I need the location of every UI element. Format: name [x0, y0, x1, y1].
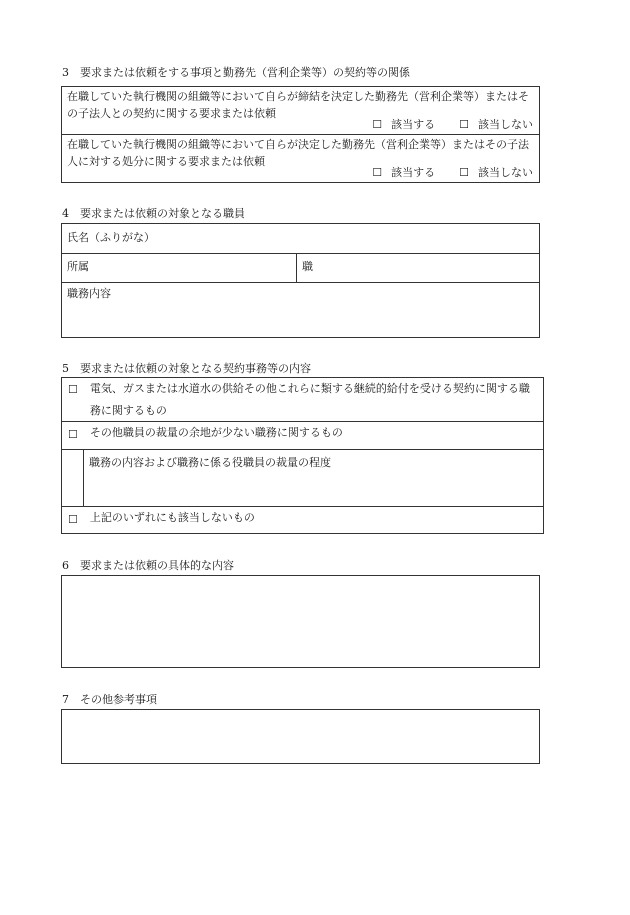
not-applicable-checkbox[interactable]: ☐ — [459, 165, 469, 179]
staff-name-label: 氏名（ふりがな） — [67, 231, 155, 244]
section6-heading: 6 要求または依頼の具体的な内容 — [62, 559, 234, 572]
applicable-label: 該当する — [391, 165, 436, 179]
not-applicable-label: 該当しない — [478, 117, 533, 131]
section7-heading: 7 その他参考事項 — [62, 693, 157, 706]
contract-relation-table — [61, 86, 540, 183]
option-low-discretion-checkbox[interactable]: ☐ — [68, 428, 78, 441]
option-none-checkbox[interactable]: ☐ — [68, 513, 78, 526]
contract-relation-row-1 — [62, 87, 539, 135]
staff-affiliation-row — [62, 254, 539, 283]
staff-affiliation-label: 所属 — [67, 260, 89, 273]
other-notes-field[interactable] — [61, 709, 540, 764]
contract-relation-options-1 — [372, 117, 533, 134]
option-none — [62, 507, 543, 533]
section3-heading: 3 要求または依頼をする事項と勤務先（営利企業等）の契約等の関係 — [62, 66, 410, 79]
applicable-checkbox[interactable]: ☐ — [372, 165, 383, 179]
contract-relation-text-2: 在職していた執行機関の組織等において自らが決定した勤務先（営利企業等）またはその子法人に対する処分に関する要求または依頼 — [67, 138, 529, 168]
discretion-detail-row — [62, 450, 543, 507]
option-continuous-supply-checkbox[interactable]: ☐ — [68, 383, 78, 396]
option-none-label: 上記のいずれにも該当しないもの — [89, 511, 255, 524]
applicable-label: 該当する — [391, 117, 436, 131]
contract-relation-row-2 — [62, 135, 539, 182]
section5-heading: 5 要求または依頼の対象となる契約事務等の内容 — [62, 362, 311, 375]
option-low-discretion — [62, 422, 543, 450]
discretion-detail-field[interactable] — [84, 450, 543, 506]
contract-relation-text-1: 在職していた執行機関の組織等において自らが締結を決定した勤務先（営利企業等）またはその子法人との契約に関する要求または依頼 — [67, 90, 529, 120]
applicable-checkbox[interactable]: ☐ — [372, 117, 383, 131]
contract-content-table — [61, 377, 544, 534]
staff-duties-field[interactable] — [62, 283, 539, 337]
section4-heading: 4 要求または依頼の対象となる職員 — [62, 207, 245, 220]
request-details-field[interactable] — [61, 575, 540, 668]
option-low-discretion-label: その他職員の裁量の余地が少ない職務に関するもの — [89, 426, 343, 439]
staff-affiliation-field[interactable] — [62, 254, 297, 282]
contract-relation-options-2 — [372, 165, 533, 182]
target-staff-table — [61, 223, 540, 338]
discretion-detail-indent — [62, 450, 84, 506]
option-continuous-supply — [62, 378, 543, 422]
discretion-detail-label: 職務の内容および職務に係る役職員の裁量の程度 — [89, 456, 331, 469]
staff-position-field[interactable] — [297, 254, 539, 282]
not-applicable-checkbox[interactable]: ☐ — [459, 117, 469, 131]
option-continuous-supply-label: 電気、ガスまたは水道水の供給その他これらに類する継続的給付を受ける契約に関する職務に関するもの — [89, 382, 530, 417]
staff-name-field[interactable] — [62, 224, 539, 254]
staff-position-label: 職 — [302, 260, 313, 273]
not-applicable-label: 該当しない — [478, 165, 533, 179]
staff-duties-label: 職務内容 — [67, 287, 111, 300]
